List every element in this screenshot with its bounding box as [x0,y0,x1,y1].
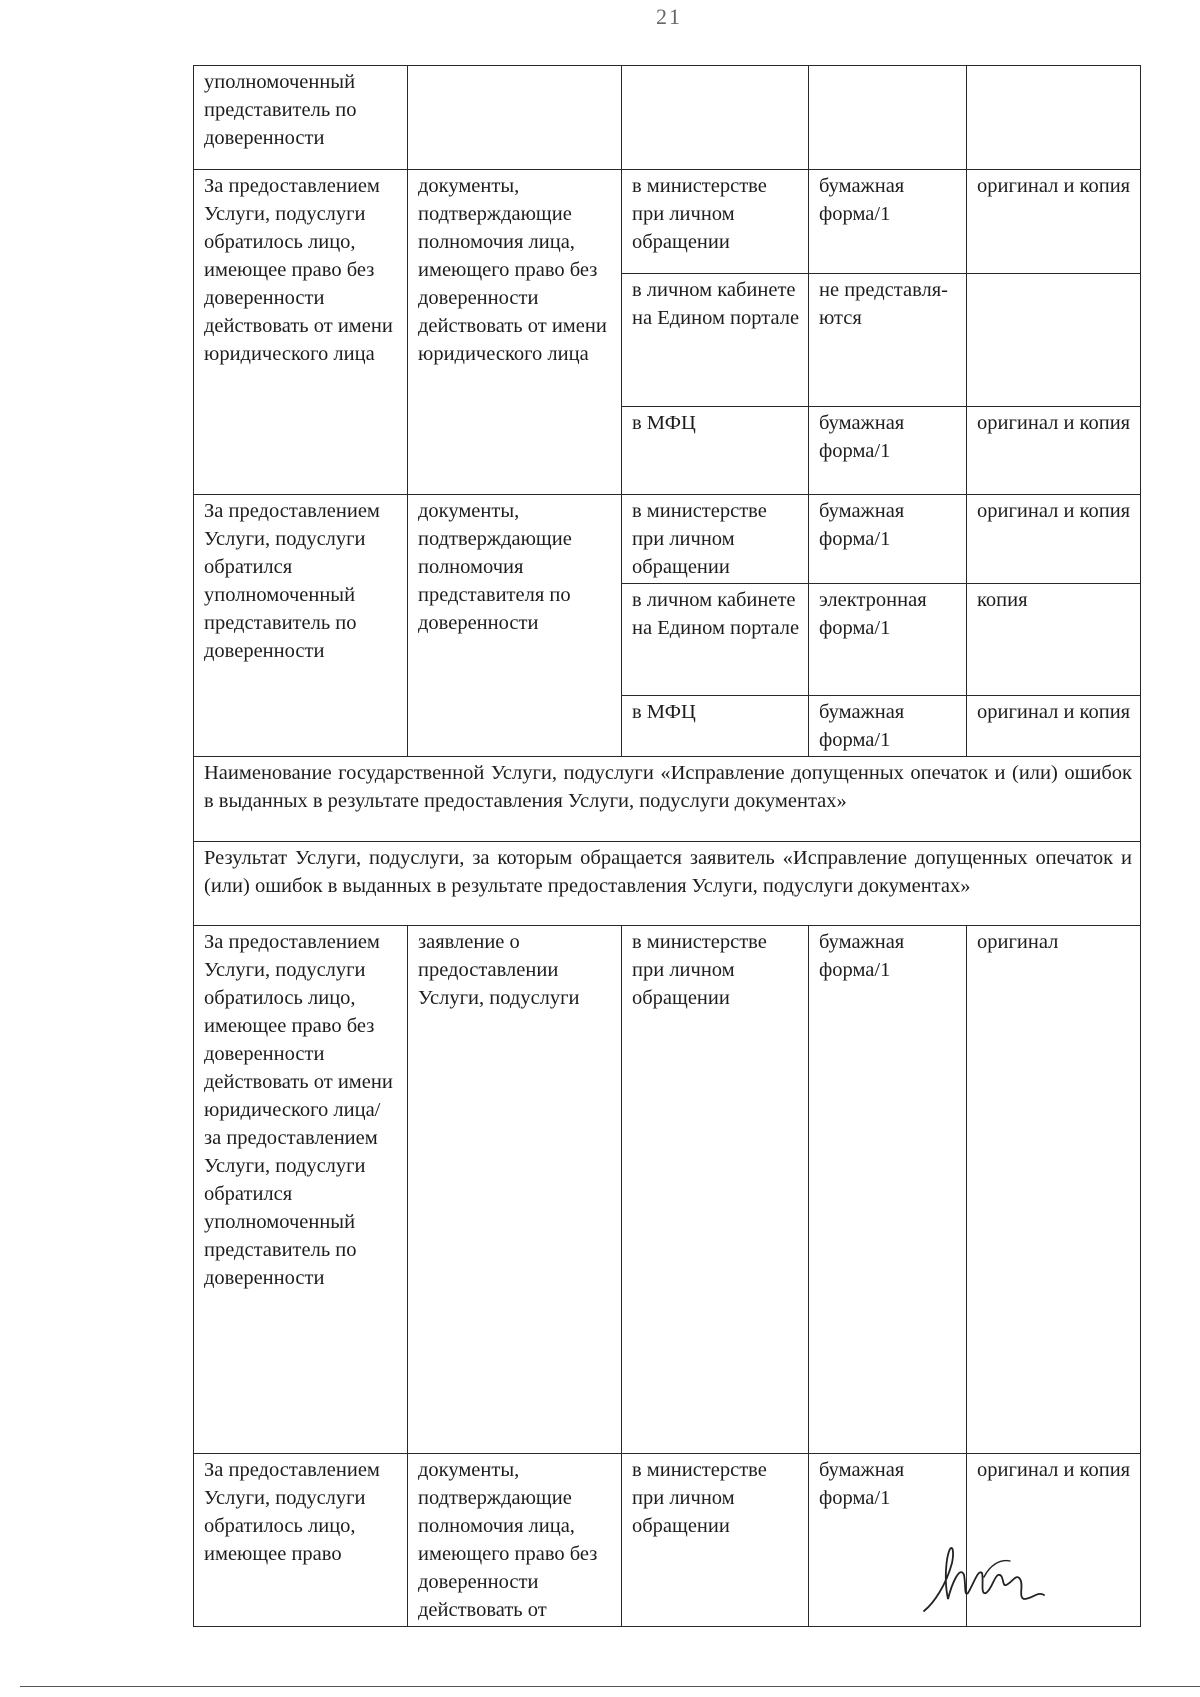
table-cell: бумажная форма/1 [809,926,967,1454]
table-cell: в МФЦ [622,407,809,495]
table-cell: оригинал и копия [967,407,1141,495]
table-cell: За предоставлением Услуги, подуслуги обратилось лицо, имеющее право без доверенности действовать от имени юридического лица/ за предоставлением Услуги, подуслуги обратился уполномоченный представитель по доверенности [194,926,408,1454]
table-cell: документы, подтверждающие полномочия лица, имеющего право без доверенности действовать от имени юридического лица [408,170,622,495]
table-row [194,495,1141,584]
table-cell: оригинал и копия [967,170,1141,274]
table-cell: уполномоченный представитель по доверенности [194,66,408,170]
table-cell: оригинал и копия [967,1454,1141,1627]
table-cell [408,66,622,170]
table-cell: в личном кабинете на Едином портале [622,584,809,696]
table-cell [622,66,809,170]
table-cell: За предоставлением Услуги, подуслуги обратилось лицо, имеющее право [194,1454,408,1627]
table-cell: За предоставлением Услуги, подуслуги обратилось лицо, имеющее право без доверенности действовать от имени юридического лица [194,170,408,495]
table-row [194,842,1141,926]
table-cell: оригинал [967,926,1141,1454]
service-name-row: Наименование государственной Услуги, подуслуги «Исправление допущенных опечаток и (или) ошибок в выданных в результате предоставления Услуги, подуслуги документах» [194,757,1141,842]
table-cell: бумажная форма/1 [809,170,967,274]
table-cell: в министерстве при личном обращении [622,1454,809,1627]
table-cell: оригинал и копия [967,696,1141,757]
table-cell: бумажная форма/1 [809,495,967,584]
table-cell: не представля-ются [809,274,967,407]
page-bottom-line [20,1686,1200,1687]
service-result-row: Результат Услуги, подуслуги, за которым обращается заявитель «Исправление допущенных опечаток и (или) ошибок в выданных в результате предоставления Услуги, подуслуги документах» [194,842,1141,926]
table-cell: в министерстве при личном обращении [622,170,809,274]
table-cell: документы, подтверждающие полномочия лица, имеющего право без доверенности действовать от [408,1454,622,1627]
table-cell: в личном кабинете на Едином портале [622,274,809,407]
table-row [194,926,1141,1454]
table-row [194,170,1141,274]
document-table [193,65,1141,1627]
table-cell: документы, подтверждающие полномочия представителя по доверенности [408,495,622,757]
table-row [194,66,1141,170]
table-cell: бумажная форма/1 [809,407,967,495]
table-cell: заявление о предоставлении Услуги, подуслуги [408,926,622,1454]
table-cell [809,66,967,170]
table-cell: в МФЦ [622,696,809,757]
table-cell: электронная форма/1 [809,584,967,696]
table-cell: бумажная форма/1 [809,696,967,757]
table-cell: в министерстве при личном обращении [622,926,809,1454]
table-cell: в министерстве при личном обращении [622,495,809,584]
table-cell: оригинал и копия [967,495,1141,584]
page-number: 21 [656,4,682,29]
table-cell: За предоставлением Услуги, подуслуги обратился уполномоченный представитель по доверенности [194,495,408,757]
table-cell: бумажная форма/1 [809,1454,967,1627]
table-row [194,757,1141,842]
table-cell [967,66,1141,170]
signature [920,1525,1070,1620]
table-cell [967,274,1141,407]
table-cell: копия [967,584,1141,696]
